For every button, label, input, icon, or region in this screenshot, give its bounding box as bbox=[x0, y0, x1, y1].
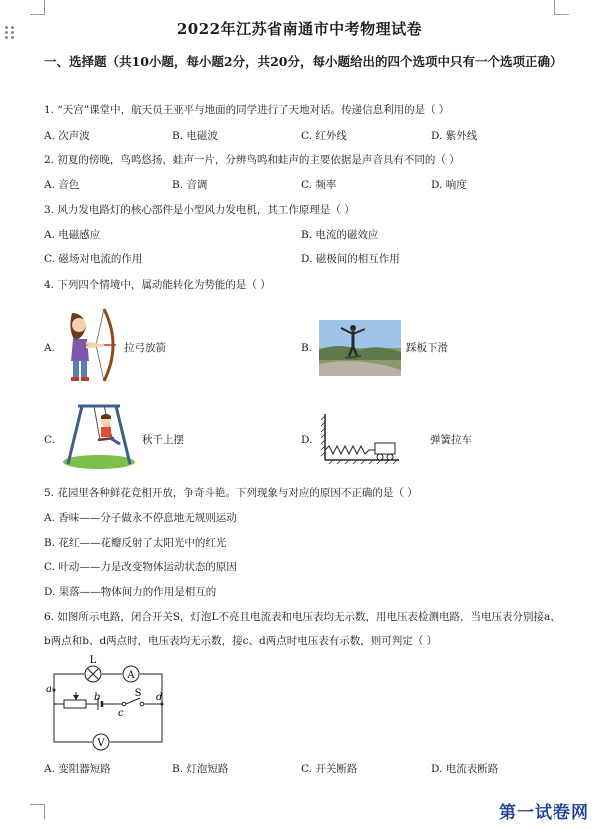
q1-option-b[interactable]: B. 电磁波 bbox=[172, 130, 218, 142]
voltmeter-label: V bbox=[97, 738, 105, 749]
q1-option-a[interactable]: A. 次声波 bbox=[44, 130, 90, 142]
point-a-label: a bbox=[46, 684, 52, 695]
page-title: 2022年江苏省南通市中考物理试卷 bbox=[176, 20, 423, 38]
q2-option-b[interactable]: B. 音调 bbox=[172, 179, 208, 191]
q1-option-c[interactable]: C. 红外线 bbox=[301, 130, 347, 142]
crop-mark-top-left bbox=[30, 0, 45, 15]
spring-cart-diagram bbox=[319, 412, 401, 464]
q6-option-d[interactable]: D. 电流表断路 bbox=[431, 763, 499, 775]
skateboard-photo bbox=[319, 320, 401, 376]
section-heading: 一、选择题（共10小题，每小题2分，共20分，每小题给出的四个选项中只有一个选项正确） bbox=[44, 54, 563, 69]
lamp-label: L bbox=[89, 655, 97, 666]
crop-mark-bottom-left bbox=[30, 804, 45, 819]
circuit-diagram bbox=[42, 652, 172, 754]
ammeter-label: A bbox=[127, 670, 135, 681]
q3-option-a[interactable]: A. 电磁感应 bbox=[44, 229, 101, 241]
q4-caption-c: 秋千上摆 bbox=[142, 434, 184, 446]
q4-caption-d: 弹簧拉车 bbox=[430, 434, 472, 446]
crop-mark-top-right bbox=[554, 0, 569, 15]
question-6-stem: 6. 如图所示电路，闭合开关S，灯泡L不亮且电流表和电压表均无示数，用电压表检测电路，当电压表分别接a、b两点和b、d两点时，电压表均无示数，接c、d两点时电压表有示数，则可判定（ ） bbox=[44, 611, 561, 647]
q4-option-a[interactable]: A. bbox=[44, 342, 55, 354]
question-5-stem: 5. 花园里各种鲜花竞相开放，争奇斗艳。下列现象与对应的原因不正确的是（ ） bbox=[44, 487, 418, 499]
q3-option-c[interactable]: C. 磁场对电流的作用 bbox=[44, 253, 143, 265]
q5-option-c[interactable]: C. 叶动——力是改变物体运动状态的原因 bbox=[44, 561, 237, 573]
switch-label: S bbox=[134, 688, 142, 699]
site-watermark: 第一试卷网 bbox=[499, 803, 589, 823]
question-1-stem: 1. “天宫”课堂中，航天员王亚平与地面的同学进行了天地对话。传递信息利用的是（ ） bbox=[44, 104, 450, 116]
q4-caption-b: 踩板下滑 bbox=[406, 342, 448, 354]
q5-option-b[interactable]: B. 花红——花瓣反射了太阳光中的红光 bbox=[44, 537, 227, 549]
swing-illustration bbox=[60, 400, 138, 470]
q4-option-c[interactable]: C. bbox=[44, 434, 55, 446]
q2-option-d[interactable]: D. 响度 bbox=[431, 179, 467, 191]
q6-option-a[interactable]: A. 变阻器短路 bbox=[44, 763, 111, 775]
q2-option-a[interactable]: A. 音色 bbox=[44, 179, 80, 191]
q3-option-d[interactable]: D. 磁极间的相互作用 bbox=[301, 253, 400, 265]
q6-option-c[interactable]: C. 开关断路 bbox=[301, 763, 358, 775]
q4-caption-a: 拉弓放箭 bbox=[124, 342, 166, 354]
q5-option-a[interactable]: A. 香味——分子做永不停息地无规则运动 bbox=[44, 512, 237, 524]
archer-girl-illustration bbox=[60, 305, 122, 385]
q4-option-d[interactable]: D. bbox=[301, 434, 313, 446]
q1-option-d[interactable]: D. 紫外线 bbox=[431, 130, 478, 142]
q4-option-b[interactable]: B. bbox=[301, 342, 313, 354]
q6-option-b[interactable]: B. 灯泡短路 bbox=[172, 763, 229, 775]
point-c-label: c bbox=[118, 708, 124, 719]
q5-option-d[interactable]: D. 果落——物体间力的作用是相互的 bbox=[44, 586, 217, 598]
question-4-stem: 4. 下列四个情境中，属动能转化为势能的是（ ） bbox=[44, 279, 271, 291]
question-3-stem: 3. 风力发电路灯的核心部件是小型风力发电机，其工作原理是（ ） bbox=[44, 204, 355, 216]
point-d-label: d bbox=[156, 692, 163, 703]
q3-option-b[interactable]: B. 电流的磁效应 bbox=[301, 229, 379, 241]
point-b-label: b bbox=[94, 692, 101, 703]
q2-option-c[interactable]: C. 频率 bbox=[301, 179, 337, 191]
question-2-stem: 2. 初夏的傍晚，鸟鸣悠扬，蛙声一片，分辨鸟鸣和蛙声的主要依据是声音具有不同的（ ） bbox=[44, 154, 460, 166]
